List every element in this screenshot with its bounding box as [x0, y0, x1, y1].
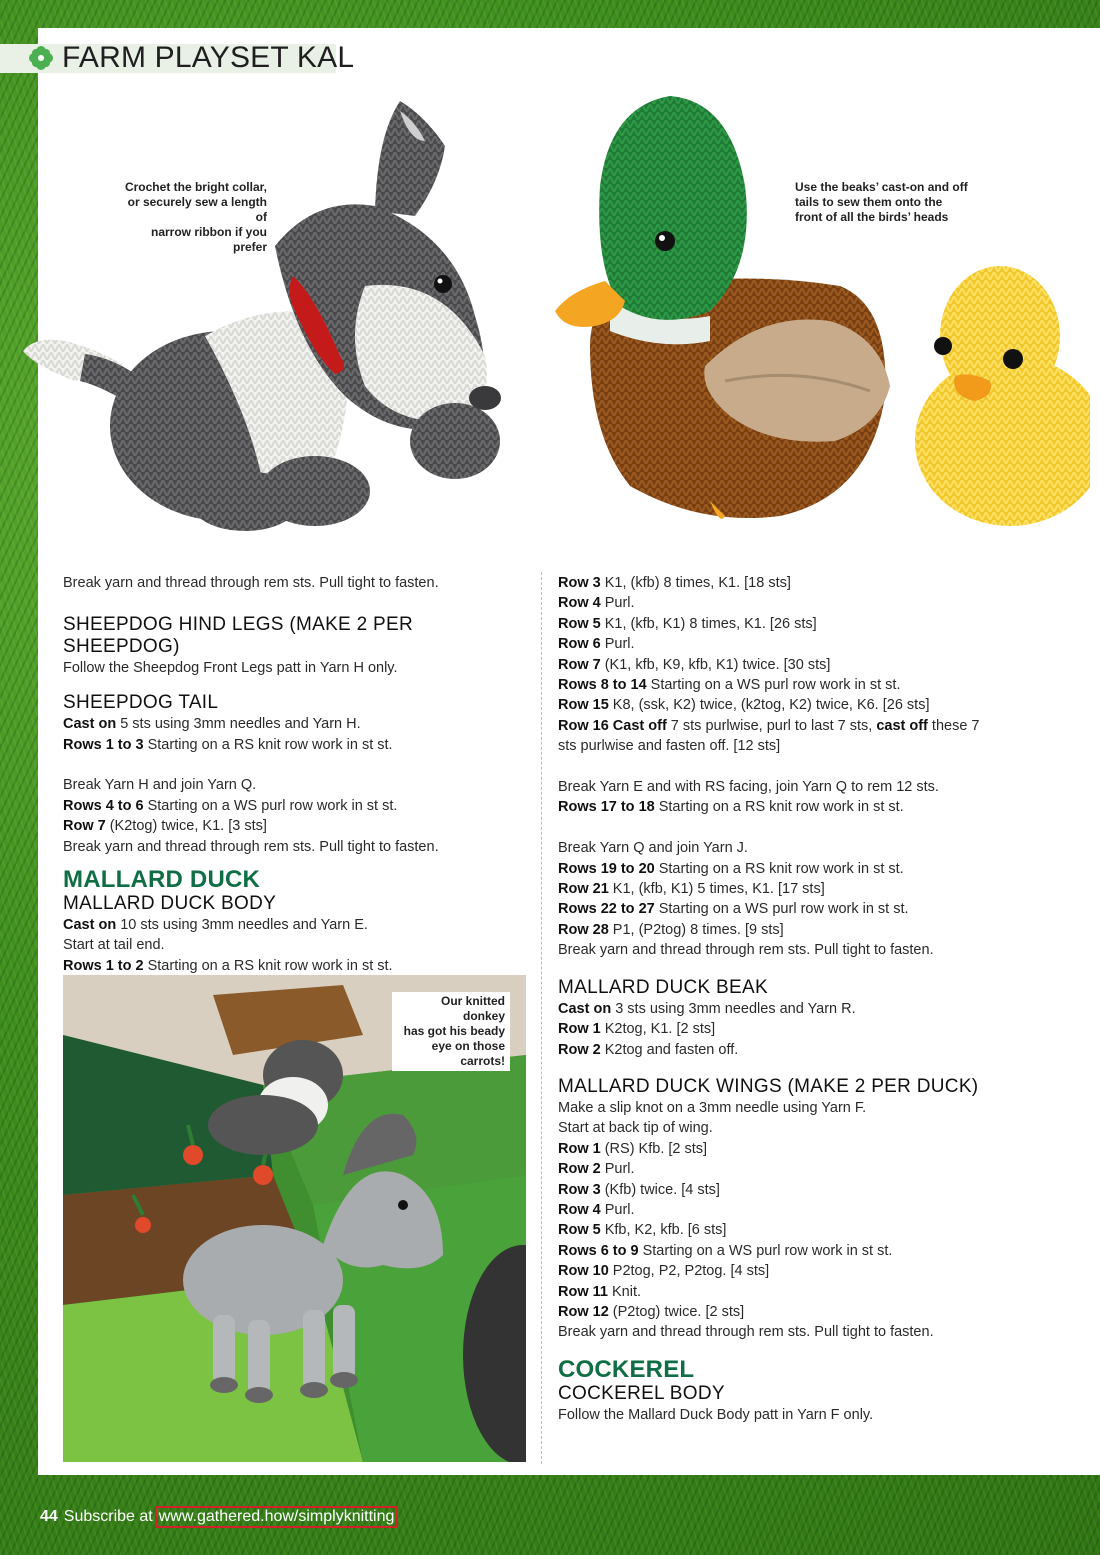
heading-mallard-duck-body: MALLARD DUCK BODY — [63, 893, 277, 915]
heading-cockerel: COCKEREL — [558, 1355, 695, 1383]
paragraph: Make a slip knot on a 3mm needle using Yarn F. — [558, 1099, 867, 1116]
instruction-line: Row 11 Knit. — [558, 1283, 642, 1300]
instruction-line: Row 12 (P2tog) twice. [2 sts] — [558, 1303, 745, 1320]
instruction-line: Rows 1 to 3 Starting on a RS knit row work in st st. — [63, 736, 393, 753]
instruction-line: Row 3 K1, (kfb) 8 times, K1. [18 sts] — [558, 575, 791, 591]
heading-sheepdog-tail: SHEEPDOG TAIL — [63, 692, 219, 714]
instruction-line: Row 7 (K2tog) twice, K1. [3 sts] — [63, 818, 267, 835]
instruction-line: Row 2 K2tog and fasten off. — [558, 1041, 739, 1058]
donkey-caption: Our knitted donkey has got his beady eye on those carrots! — [392, 992, 510, 1071]
sheepdog-photo — [15, 96, 525, 546]
instruction-line: Cast on 3 sts using 3mm needles and Yarn R. — [558, 1000, 856, 1017]
instruction-line: Row 28 P1, (P2tog) 8 times. [9 sts] — [558, 921, 784, 938]
instruction-line: Cast on 5 sts using 3mm needles and Yarn H. — [63, 716, 361, 733]
paragraph: Break yarn and thread through rem sts. Pull tight to fasten. — [558, 942, 934, 959]
left-column — [63, 573, 533, 976]
instruction-line: Rows 1 to 2 Starting on a RS knit row work in st st. — [63, 957, 393, 974]
page-number: 44 — [40, 1508, 58, 1525]
paragraph: Break yarn and thread through rem sts. Pull tight to fasten. — [558, 1324, 934, 1341]
footer-text: Subscribe at — [63, 1508, 153, 1525]
instruction-line: Rows 19 to 20 Starting on a RS knit row work in st st. — [558, 860, 904, 877]
paragraph: Follow the Mallard Duck Body patt in Yarn F only. — [558, 1406, 874, 1423]
instruction-line: Rows 17 to 18 Starting on a RS knit row work in st st. — [558, 799, 904, 816]
subscribe-link[interactable]: www.gathered.how/simplyknitting — [155, 1506, 399, 1528]
instruction-line: Row 4 Purl. — [558, 1201, 635, 1218]
instruction-line: Row 7 (K1, kfb, K9, kfb, K1) twice. [30 sts] — [558, 656, 831, 673]
instruction-line: Row 4 Purl. — [558, 595, 635, 612]
instruction-line: Rows 8 to 14 Starting on a WS purl row work in st st. — [558, 677, 901, 694]
instruction-line: Row 10 P2tog, P2, P2tog. [4 sts] — [558, 1263, 770, 1280]
instruction-line: Rows 6 to 9 Starting on a WS purl row work in st st. — [558, 1242, 893, 1259]
clover-icon — [28, 45, 54, 71]
birds-caption: Use the beaks’ cast-on and off tails to sew them onto the front of all the birds’ heads — [795, 180, 968, 224]
instruction-line: Row 6 Purl. — [558, 636, 635, 653]
heading-sheepdog-hind-legs: SHEEPDOG HIND LEGS (MAKE 2 PER SHEEPDOG) — [63, 613, 414, 657]
instruction-line: Row 21 K1, (kfb, K1) 5 times, K1. [17 sts] — [558, 881, 825, 898]
instruction-line: Row 3 (Kfb) twice. [4 sts] — [558, 1181, 720, 1198]
instruction-line: Row 1 (RS) Kfb. [2 sts] — [558, 1140, 708, 1157]
column-divider — [541, 572, 542, 1464]
instruction-line: Row 2 Purl. — [558, 1161, 635, 1178]
page-title: FARM PLAYSET KAL — [62, 41, 355, 74]
paragraph: Break Yarn E and with RS facing, join Yarn Q to rem 12 sts. — [558, 779, 939, 796]
heading-mallard-duck-beak: MALLARD DUCK BEAK — [558, 976, 768, 998]
footer — [40, 1506, 398, 1528]
instruction-line: sts purlwise and fasten off. [12 sts] — [558, 738, 781, 755]
instruction-line: Row 16 Cast off 7 sts purlwise, purl to last 7 sts, cast off these 7 — [558, 717, 980, 734]
heading-mallard-duck: MALLARD DUCK — [63, 866, 261, 894]
instruction-line: Cast on 10 sts using 3mm needles and Yarn E. — [63, 917, 368, 934]
paragraph: Break yarn and thread through rem sts. Pull tight to fasten. — [63, 838, 439, 855]
sheepdog-caption: Crochet the bright collar, or securely sew a length of narrow ribbon if you prefer — [124, 180, 267, 254]
instruction-line: Row 1 K2tog, K1. [2 sts] — [558, 1021, 716, 1038]
paragraph: Break Yarn Q and join Yarn J. — [558, 840, 748, 857]
instruction-line: Row 15 K8, (ssk, K2) twice, (k2tog, K2) twice, K6. [26 sts] — [558, 697, 930, 714]
heading-cockerel-body: COCKEREL BODY — [558, 1382, 725, 1404]
paragraph: Follow the Sheepdog Front Legs patt in Yarn H only. — [63, 659, 398, 676]
paragraph: Break Yarn H and join Yarn Q. — [63, 777, 257, 794]
instruction-line: Row 5 K1, (kfb, K1) 8 times, K1. [26 sts] — [558, 615, 817, 632]
right-column — [558, 573, 1058, 1425]
duck-photo — [550, 96, 1090, 546]
instruction-line: Rows 22 to 27 Starting on a WS purl row work in st st. — [558, 901, 909, 918]
instruction-line: Row 5 Kfb, K2, kfb. [6 sts] — [558, 1222, 727, 1239]
heading-mallard-duck-wings: MALLARD DUCK WINGS (MAKE 2 PER DUCK) — [558, 1075, 979, 1097]
paragraph: Start at back tip of wing. — [558, 1120, 713, 1137]
paragraph: Break yarn and thread through rem sts. Pull tight to fasten. — [63, 575, 439, 591]
paragraph: Start at tail end. — [63, 937, 165, 954]
instruction-line: Rows 4 to 6 Starting on a WS purl row work in st st. — [63, 797, 398, 814]
